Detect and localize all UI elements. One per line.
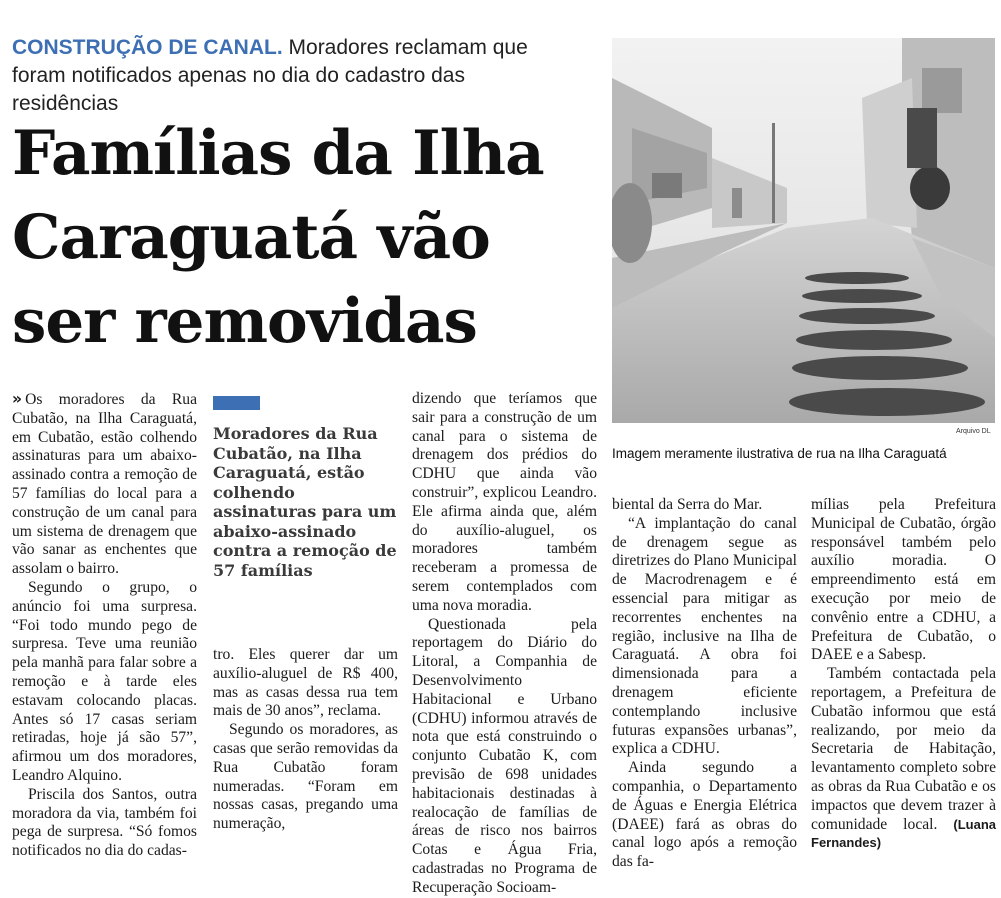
article-column-5	[811, 496, 996, 853]
article-column-3	[412, 390, 597, 898]
paragraph: Segundo os moradores, as casas que serão removidas da Rua Cubatão foram numeradas. “Foram em nossas casas, pregando uma numeração,	[213, 721, 398, 833]
article-column-2	[213, 646, 398, 834]
photo-caption: Imagem meramente ilustrativa de rua na Ilha Caraguatá	[612, 446, 947, 461]
paragraph: Questionada pela reportagem do Diário do Litoral, a Companhia de Desenvolvimento Habitacional e Urbano (CDHU) informou através de nota que está construindo o conjunto Cubatão K, com previsão de 698 unidades habitacionais destinadas à realocação de famílias de áreas de risco nos bairros Cotas e Água Fria, cadastradas no Programa de Recuperação Socioam-	[412, 615, 597, 896]
paragraph: tro. Eles querer dar um auxílio-aluguel de R$ 400, mas as casas dessa rua tem mais de 30 anos”, reclama.	[213, 646, 398, 720]
paragraph: dizendo que teríamos que sair para a construção de um canal para o sistema de drenagem dos prédios do CDHU que ainda vão construir”, explicou Leandro. Ele afirma ainda que, além do auxílio-aluguel, os moradores também receberam a promessa de serem contemplados com uma nova moradia.	[412, 390, 597, 614]
kicker-label: CONSTRUÇÃO DE CANAL.	[12, 36, 283, 59]
photo-credit: Arquivo DL	[956, 428, 991, 435]
pull-quote: Moradores da Rua Cubatão, na Ilha Caraguatá, estão colhendo assinaturas para um abaixo-assinado contra a remoção de 57 famílias	[213, 424, 397, 580]
paragraph: mílias pela Prefeitura Municipal de Cubatão, órgão responsável também pelo auxílio moradia. O empreendimento está em execução por meio de convênio entre a CDHU, a Prefeitura de Cubatão, o DAEE e a Sabesp.	[811, 496, 996, 664]
author-byline: (Luana Fernandes)	[811, 816, 996, 851]
paragraph	[12, 390, 197, 579]
street-drain-illustration	[612, 38, 995, 423]
paragraph-text: Também contactada pela reportagem, a Prefeitura de Cubatão informou que está realizando, por meio da Secretaria de Habitação, levantamento completo sobre as obras da Rua Cubatão e os impactos que devem trazer à comunidade local.	[811, 665, 996, 833]
paragraph: Priscila dos Santos, outra moradora da via, também foi pega de surpresa. “Só fomos notificados no dia do cadas-	[12, 785, 197, 860]
article-column-4	[612, 496, 797, 872]
paragraph: “A implantação do canal de drenagem segue as diretrizes do Plano Municipal de Macrodrenagem e é essencial para mitigar as recorrentes enchentes na região, inclusive na Ilha de Caraguatá. A obra foi dimensionada para a drenagem eficiente contemplando inclusive futuras expansões urbanas”, explica a CDHU.	[612, 514, 797, 758]
street-photo	[612, 38, 995, 423]
headline: Famílias da Ilha Caraguatá vão ser removidas	[12, 118, 544, 357]
paragraph-text: Os moradores da Rua Cubatão, na Ilha Caraguatá, em Cubatão, estão colhendo assinaturas para um abaixo-assinado contra a remoção de 57 famílias do local para a construção de um canal para um sistema de drenagem que vão sanar as enchentes que assolam o bairro.	[12, 391, 197, 578]
article-column-1	[12, 390, 197, 861]
paragraph: Segundo o grupo, o anúncio foi uma surpresa. “Foi todo mundo pego de surpresa. Teve uma reunião pela manhã para falar sobre a remoção e à tarde eles estavam colocando placas. Antes só 17 casas seriam retiradas, hoje já são 57”, afirmou um dos moradores, Leandro Alquino.	[12, 578, 197, 784]
paragraph: Ainda segundo a companhia, o Departamento de Águas e Energia Elétrica (DAEE) fará as obras do canal logo após a remoção das fa-	[612, 759, 797, 871]
chevron-bullet-icon: »	[12, 390, 23, 408]
kicker	[12, 34, 572, 118]
kicker-text: Moradores reclamam que foram notificados apenas no dia do cadastro das residências	[12, 36, 528, 115]
paragraph	[811, 665, 996, 853]
pull-quote-accent	[213, 396, 260, 410]
paragraph: biental da Serra do Mar.	[612, 496, 763, 513]
